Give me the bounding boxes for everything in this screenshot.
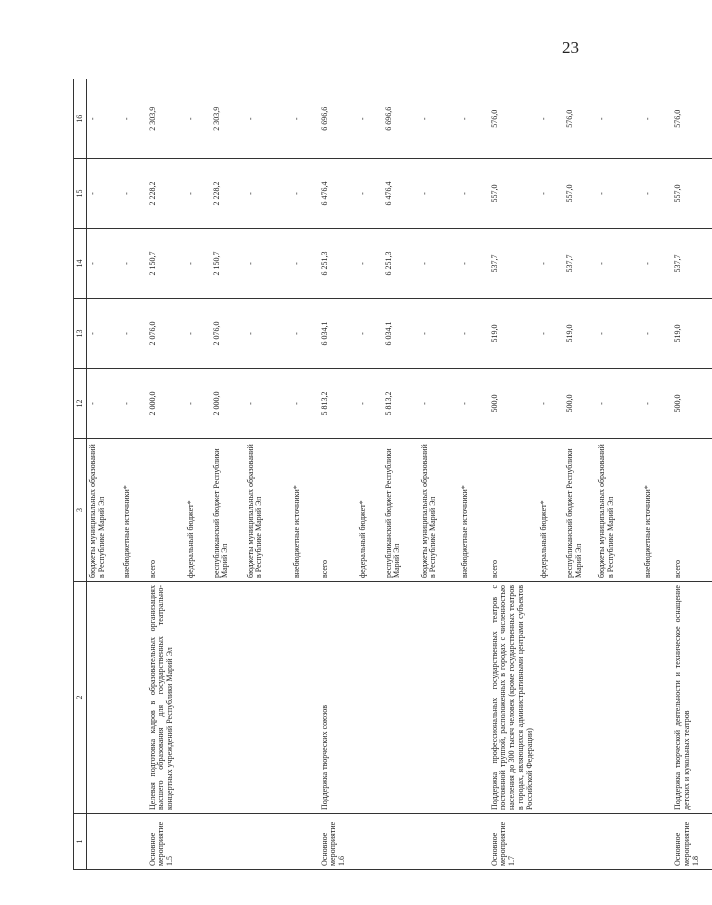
table-row (147, 80, 185, 870)
value-cell: - (538, 299, 564, 369)
value-cell: - (185, 80, 211, 159)
value-cell: 6 034,1 (383, 299, 419, 369)
measure-name-cell (383, 582, 419, 814)
table-row (419, 80, 459, 870)
measure-cell (383, 814, 419, 870)
value-cell: 576,0 (672, 80, 712, 159)
table-row (596, 80, 642, 870)
measure-cell (642, 814, 672, 870)
header-cell: 14 (74, 229, 87, 299)
measure-name-cell (121, 582, 147, 814)
value-cell: - (121, 80, 147, 159)
funding-source-cell: всего (319, 439, 357, 582)
value-cell: 6 251,3 (319, 229, 357, 299)
measure-cell: Основное мероприятие 1.6 (319, 814, 357, 870)
measure-name-cell (357, 582, 383, 814)
value-cell: 2 000,0 (147, 369, 185, 439)
table-row (291, 80, 319, 870)
funding-source-cell: всего (672, 439, 712, 582)
measure-cell (245, 814, 291, 870)
value-cell: 500,0 (672, 369, 712, 439)
value-cell: - (185, 159, 211, 229)
table-row (245, 80, 291, 870)
funding-source-cell: всего (489, 439, 539, 582)
value-cell: - (121, 159, 147, 229)
measure-name-cell (185, 582, 211, 814)
header-cell: 16 (74, 80, 87, 159)
measure-name-cell (419, 582, 459, 814)
header-row (74, 80, 87, 870)
funding-source-cell: бюджеты муниципальных образований в Республике Марий Эл (245, 439, 291, 582)
table-row (121, 80, 147, 870)
measure-cell: Основное мероприятие 1.8 (672, 814, 712, 870)
header-cell: 12 (74, 369, 87, 439)
value-cell: - (642, 229, 672, 299)
value-cell: - (419, 299, 459, 369)
table-body (87, 80, 712, 870)
measure-cell (538, 814, 564, 870)
table-row (211, 80, 245, 870)
value-cell: 576,0 (489, 80, 539, 159)
value-cell: - (596, 159, 642, 229)
value-cell: - (538, 159, 564, 229)
value-cell: - (357, 229, 383, 299)
value-cell: - (642, 299, 672, 369)
measure-cell (419, 814, 459, 870)
measure-cell (357, 814, 383, 870)
value-cell: - (87, 299, 121, 369)
value-cell: - (596, 80, 642, 159)
value-cell: 2 150,7 (211, 229, 245, 299)
value-cell: 6 034,1 (319, 299, 357, 369)
table-row (319, 80, 357, 870)
value-cell: 2 150,7 (147, 229, 185, 299)
value-cell: - (459, 369, 489, 439)
table-row (538, 80, 564, 870)
measure-cell (87, 814, 121, 870)
value-cell: - (538, 369, 564, 439)
table-row (185, 80, 211, 870)
funding-source-cell: внебюджетные источники* (459, 439, 489, 582)
measure-name-cell (596, 582, 642, 814)
funding-source-cell: всего (147, 439, 185, 582)
value-cell: - (291, 369, 319, 439)
measure-name-cell (459, 582, 489, 814)
value-cell: - (121, 299, 147, 369)
measure-name-cell (245, 582, 291, 814)
value-cell: - (419, 80, 459, 159)
measure-name-cell (642, 582, 672, 814)
header-cell: 13 (74, 299, 87, 369)
value-cell: - (121, 369, 147, 439)
value-cell: - (245, 369, 291, 439)
value-cell: 2 228,2 (211, 159, 245, 229)
value-cell: 557,0 (564, 159, 596, 229)
value-cell: - (419, 159, 459, 229)
header-cell: 3 (74, 439, 87, 582)
value-cell: - (459, 229, 489, 299)
measure-cell: Основное мероприятие 1.7 (489, 814, 539, 870)
value-cell: - (596, 299, 642, 369)
value-cell: 537,7 (489, 229, 539, 299)
measure-name-cell: Целевая подготовка кадров в образовательных организациях высшего образования для государственных театрально-концертных учреждений Республики Марий Эл (147, 582, 185, 814)
value-cell: - (291, 299, 319, 369)
table-row (459, 80, 489, 870)
measure-cell (291, 814, 319, 870)
value-cell: 557,0 (672, 159, 712, 229)
rotated-table-container (73, 80, 701, 870)
funding-source-cell: республиканский бюджет Республики Марий Эл (383, 439, 419, 582)
value-cell: 576,0 (564, 80, 596, 159)
value-cell: - (538, 229, 564, 299)
value-cell: - (185, 299, 211, 369)
value-cell: - (121, 229, 147, 299)
header-cell: 1 (74, 814, 87, 870)
value-cell: - (185, 369, 211, 439)
funding-source-cell: федеральный бюджет* (185, 439, 211, 582)
value-cell: - (419, 229, 459, 299)
measure-cell: Основное мероприятие 1.5 (147, 814, 185, 870)
value-cell: 519,0 (672, 299, 712, 369)
funding-source-cell: федеральный бюджет* (357, 439, 383, 582)
funding-source-cell: внебюджетные источники* (121, 439, 147, 582)
value-cell: - (245, 159, 291, 229)
measure-name-cell: Поддержка творческой деятельности и техническое оснащение детских и кукольных театров (672, 582, 712, 814)
value-cell: - (357, 159, 383, 229)
table-row (564, 80, 596, 870)
value-cell: - (642, 80, 672, 159)
measure-cell (596, 814, 642, 870)
page-number: 23 (562, 38, 579, 57)
value-cell: - (459, 80, 489, 159)
measure-name-cell (538, 582, 564, 814)
value-cell: - (87, 229, 121, 299)
value-cell: - (459, 299, 489, 369)
value-cell: 6 696,6 (383, 80, 419, 159)
measure-name-cell (211, 582, 245, 814)
value-cell: - (291, 229, 319, 299)
value-cell: - (87, 369, 121, 439)
value-cell: 519,0 (489, 299, 539, 369)
value-cell: - (87, 80, 121, 159)
value-cell: 6 476,4 (383, 159, 419, 229)
measure-name-cell: Поддержка профессиональных государственных театров с постоянной труппой, расположенных в городах с численностью населения до 300 тысяч человек (кроме государственных театров в городах, являющихся административными центрами субъектов Российской Федерации) (489, 582, 539, 814)
value-cell: - (245, 229, 291, 299)
value-cell: 537,7 (672, 229, 712, 299)
value-cell: 5 813,2 (383, 369, 419, 439)
funding-source-cell: внебюджетные источники* (642, 439, 672, 582)
value-cell: 2 076,0 (211, 299, 245, 369)
measure-cell (211, 814, 245, 870)
funding-source-cell: внебюджетные источники* (291, 439, 319, 582)
funding-source-cell: бюджеты муниципальных образований в Республике Марий Эл (596, 439, 642, 582)
value-cell: 500,0 (564, 369, 596, 439)
value-cell: - (596, 229, 642, 299)
funding-source-cell: республиканский бюджет Республики Марий Эл (564, 439, 596, 582)
value-cell: 500,0 (489, 369, 539, 439)
value-cell: - (538, 80, 564, 159)
table-row (383, 80, 419, 870)
value-cell: 2 228,2 (147, 159, 185, 229)
measure-name-cell (291, 582, 319, 814)
table-row (489, 80, 539, 870)
table-row (642, 80, 672, 870)
header-cell: 15 (74, 159, 87, 229)
value-cell: - (357, 299, 383, 369)
table-row (87, 80, 121, 870)
value-cell: - (185, 229, 211, 299)
measure-name-cell (87, 582, 121, 814)
measure-cell (564, 814, 596, 870)
value-cell: - (419, 369, 459, 439)
header-cell: 2 (74, 582, 87, 814)
funding-source-cell: федеральный бюджет* (538, 439, 564, 582)
measure-cell (459, 814, 489, 870)
value-cell: 2 076,0 (147, 299, 185, 369)
value-cell: - (87, 159, 121, 229)
value-cell: - (596, 369, 642, 439)
measure-name-cell: Поддержка творческих союзов (319, 582, 357, 814)
funding-source-cell: республиканский бюджет Республики Марий Эл (211, 439, 245, 582)
value-cell: 557,0 (489, 159, 539, 229)
value-cell: 537,7 (564, 229, 596, 299)
value-cell: 6 696,6 (319, 80, 357, 159)
value-cell: 2 000,0 (211, 369, 245, 439)
measure-cell (121, 814, 147, 870)
value-cell: - (291, 159, 319, 229)
table-row (672, 80, 712, 870)
value-cell: - (245, 299, 291, 369)
value-cell: - (357, 369, 383, 439)
funding-source-cell: бюджеты муниципальных образований в Республике Марий Эл (87, 439, 121, 582)
measure-name-cell (564, 582, 596, 814)
measure-cell (185, 814, 211, 870)
value-cell: 519,0 (564, 299, 596, 369)
value-cell: - (291, 80, 319, 159)
budget-table (73, 80, 712, 871)
value-cell: 6 251,3 (383, 229, 419, 299)
value-cell: 2 303,9 (147, 80, 185, 159)
funding-source-cell: бюджеты муниципальных образований в Республике Марий Эл (419, 439, 459, 582)
table-row (357, 80, 383, 870)
value-cell: 2 303,9 (211, 80, 245, 159)
value-cell: 6 476,4 (319, 159, 357, 229)
value-cell: - (459, 159, 489, 229)
value-cell: 5 813,2 (319, 369, 357, 439)
value-cell: - (357, 80, 383, 159)
value-cell: - (642, 159, 672, 229)
value-cell: - (245, 80, 291, 159)
value-cell: - (642, 369, 672, 439)
